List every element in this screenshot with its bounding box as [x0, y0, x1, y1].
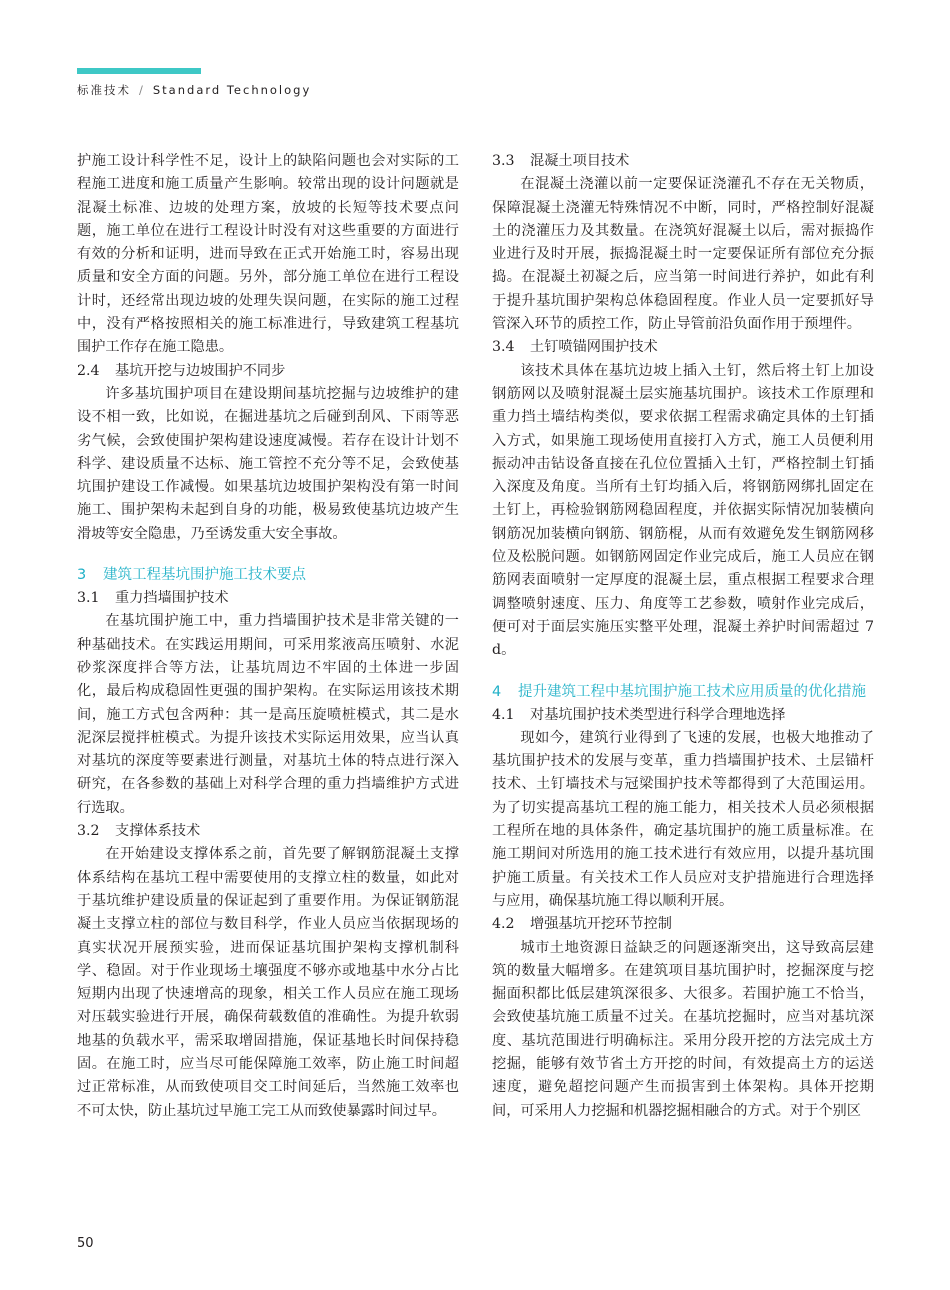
paragraph: 护施工设计科学性不足，设计上的缺陷问题也会对实际的工程施工进度和施工质量产生影响。较常出现的设计问题就是混凝土标准、边坡的处理方案，放坡的长短等技术要点问题，施工单位在进行工程设计时没有对这些重要的方面进行有效的分析和证明，进而导致在正式开始施工时，容易出现质量和安全方面的问题。另外，部分施工单位在进行工程设计时，还经常出现边坡的处理失误问题，在实际的施工过程中，没有严格按照相关的施工标准进行，导致建筑工程基坑围护工作存在施工隐患。: [77, 153, 459, 356]
section-heading-3: 3 建筑工程基坑围护施工技术要点: [77, 567, 306, 584]
header-section: 标准技术: [77, 83, 131, 97]
running-header: [77, 82, 311, 98]
section-heading-2-4: 2.4 基坑开挖与边坡围护不同步: [77, 362, 286, 379]
paragraph: 在开始建设支撑体系之前，首先要了解钢筋混凝土支撑体系结构在基坑工程中需要使用的支撑立柱的数量，如此对于基坑维护建设质量的保证起到了重要作用。为保证钢筋混凝土支撑立柱的部位与数目科学，作业人员应当依据现场的真实状况开展预实验，进而保证基坑围护架构支撑机制科学、稳固。对于作业现场土壤强度不够亦或地基中水分占比短期内出现了快速增高的现象，相关工作人员应在施工现场对压载实验进行开展，确保荷载数值的准确性。为提升软弱地基的负载水平，需采取增固措施，保证基地长时间保持稳固。在施工时，应当尽可能保障施工效率，防止施工时间超过正常标准，从而致使项目交工时间延后，当然施工效率也不可太快，防止基坑过早施工完工从而致使暴露时间过早。: [77, 846, 459, 1119]
section-heading-4: 4 提升建筑工程中基坑围护施工技术应用质量的优化措施: [492, 683, 866, 700]
section-heading-3-1: 3.1 重力挡墙围护技术: [77, 590, 229, 607]
section-heading-4-2: 4.2 增强基坑开挖环节控制: [492, 916, 672, 933]
section-heading-3-4: 3.4 土钉喷锚网围护技术: [492, 339, 658, 356]
paragraph: 在基坑围护施工中，重力挡墙围护技术是非常关键的一种基础技术。在实践运用期间，可采用浆液高压喷射、水泥砂浆深度拌合等方法，让基坑周边不牢固的土体进一步固化，最后构成稳固性更强的围护架构。在实际运用该技术期间，施工方式包含两种：其一是高压旋喷桩模式，其二是水泥深层搅拌桩模式。为提升该技术实际运用效果，应当认真对基坑的深度等要素进行测量，对基坑土体的特点进行深入研究，在各参数的基础上对科学合理的重力挡墙维护方式进行选取。: [77, 613, 459, 816]
paragraph: 在混凝土浇灌以前一定要保证浇灌孔不存在无关物质，保障混凝土浇灌无特殊情况不中断，同时，严格控制好混凝土的浇灌压力及其数量。在浇筑好混凝土以后，需对振捣作业进行及时开展，振捣混凝土时一定要保证所有部位充分振捣。在混凝土初凝之后，应当第一时间进行养护，如此有利于提升基坑围护架构总体稳固程度。作业人员一定要抓好导管深入环节的质控工作，防止导管前沿负面作用于预埋件。: [492, 176, 874, 333]
header-english: Standard Technology: [152, 83, 312, 97]
left-column: [77, 150, 459, 1123]
section-heading-3-2: 3.2 支撑体系技术: [77, 823, 201, 840]
paragraph: 该技术具体在基坑边坡上插入土钉，然后将土钉上加设钢筋网以及喷射混凝土层实施基坑围护。该技术工作原理和重力挡土墙结构类似，要求依据工程需求确定具体的土钉插入方式，如果施工现场使用直接打入方式，施工人员便利用振动冲击钻设备直接在孔位位置插入土钉，严格控制土钉插入深度及角度。当所有土钉均插入后，将钢筋网绑扎固定在土钉上，再检验钢筋网稳固程度，并依据实际情况加装横向钢筋况加装横向钢筋、钢筋棍，从而有效避免发生钢筋网移位及松脱问题。如钢筋网固定作业完成后，施工人员应在钢筋网表面喷射一定厚度的混凝土层，重点根据工程要求合理调整喷射速度、压力、角度等工艺参数，喷射作业完成后，便可对于面层实施压实整平处理，混凝土养护时间需超过 7 d。: [492, 362, 874, 659]
right-column: [492, 150, 874, 1123]
paragraph: 现如今，建筑行业得到了飞速的发展，也极大地推动了基坑围护技术的发展与变革，重力挡墙围护技术、土层锚杆技术、土钉墙技术与冠梁围护技术等都得到了大范围运用。为了切实提高基坑工程的施工能力，相关技术人员必须根据工程所在地的具体条件，确定基坑围护的施工质量标准。在施工期间对所选用的施工技术进行有效应用，以提升基坑围护施工质量。有关技术工作人员应对支护措施进行合理选择与应用，确保基坑施工得以顺利开展。: [492, 729, 874, 909]
header-accent-bar: [77, 68, 201, 74]
paragraph: 许多基坑围护项目在建设期间基坑挖掘与边坡维护的建设不相一致，比如说，在掘进基坑之后碰到刮风、下雨等恶劣气候，会致使围护架构建设速度减慢。若存在设计计划不科学、建设质量不达标、施工管控不充分等不足，会致使基坑围护建设工作减慢。如果基坑边坡围护架构没有第一时间施工、围护架构未起到自身的功能，极易致使基坑边坡产生滑坡等安全隐患，乃至诱发重大安全事故。: [77, 385, 459, 542]
header-separator: /: [139, 83, 145, 97]
section-heading-4-1: 4.1 对基坑围护技术类型进行科学合理地选择: [492, 706, 786, 723]
section-heading-3-3: 3.3 混凝土项目技术: [492, 153, 630, 169]
page-number: 50: [77, 1236, 94, 1251]
paragraph: 城市土地资源日益缺乏的问题逐渐突出，这导致高层建筑的数量大幅增多。在建筑项目基坑围护时，挖掘深度与挖掘面积都比低层建筑深很多、大很多。若围护施工不恰当，会致使基坑施工质量不过关。在基坑挖掘时，应当对基坑深度、基坑范围进行明确标注。采用分段开挖的方法完成土方挖掘，能够有效节省土方开挖的时间，有效提高土方的运送速度，避免超挖问题产生而损害到土体架构。具体开挖期间，可采用人力挖掘和机器挖掘相融合的方式。对于个别区: [492, 939, 874, 1119]
